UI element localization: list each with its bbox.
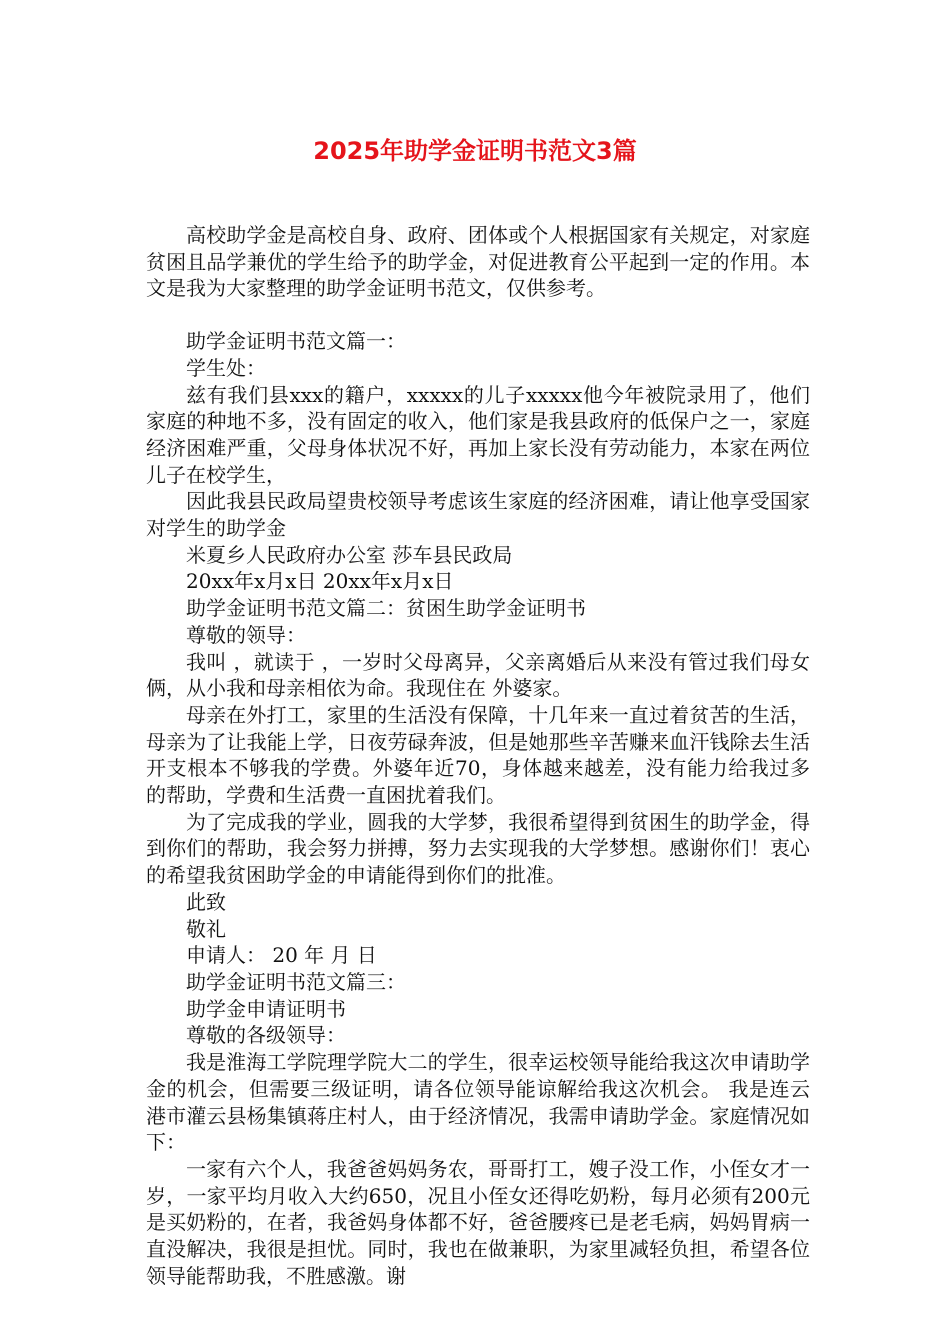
letter-subtitle: 助学金申请证明书 — [186, 996, 346, 1021]
section-heading-3: 助学金证明书范文篇三： — [186, 969, 406, 994]
intro-paragraph: 高校助学金是高校自身、政府、团体或个人根据国家有关规定，对家庭贫困且品学兼优的学生给予的助学金，对促进教育公平起到一定的作用。本文是我为大家整理的助学金证明书范文，仅供参考。 — [146, 223, 810, 301]
closing-line: 此致 — [186, 889, 226, 914]
salutation-3: 尊敬的各级领导： — [186, 1023, 346, 1048]
paragraph: 母亲在外打工，家里的生活没有保障，十几年来一直过着贫苦的生活，母亲为了让我能上学，日夜劳碌奔波，但是她那些辛苦赚来血汗钱除去生活开支根本不够我的学费。外婆年近70，身体越来越差，没有能力给我过多的帮助，学费和生活费一直困扰着我们。 — [146, 702, 810, 808]
salutation-2: 尊敬的领导： — [186, 622, 306, 647]
signature-line: 申请人： 20 年 月 日 — [186, 943, 377, 968]
issuer-line: 米夏乡人民政府办公室 莎车县民政局 — [186, 542, 513, 567]
paragraph: 我是淮海工学院理学院大二的学生，很幸运校领导能给我这次申请助学金的机会，但需要三级证明，请各位领导能谅解给我这次机会。 我是连云港市灌云县杨集镇蒋庄村人，由于经济情况，我需申请助学金。家庭情况如下： — [146, 1050, 810, 1155]
paragraph: 兹有我们县xxx的籍户，xxxxx的儿子xxxxx他今年被院录用了，他们家庭的种地不多，没有固定的收入，他们家是我县政府的低保户之一，家庭经济困难严重，父母身体状况不好，再加上家长没有劳动能力，本家在两位儿子在校学生， — [146, 382, 810, 487]
paragraph: 我叫 ，就读于 ，一岁时父母离异，父亲离婚后从来没有管过我们母女俩，从小我和母亲相依为命。我现住在 外婆家。 — [146, 649, 810, 701]
paragraph: 因此我县民政局望贵校领导考虑该生家庭的经济困难，请让他享受国家对学生的助学金 — [146, 489, 810, 541]
date-line: 20xx年x月x日 20xx年x月x日 — [186, 569, 454, 594]
salutation-1: 学生处： — [186, 355, 266, 380]
paragraph: 一家有六个人，我爸爸妈妈务农，哥哥打工，嫂子没工作，小侄女才一岁，一家平均月收入大约650，况且小侄女还得吃奶粉，每月必须有200元是买奶粉的，在者，我爸妈身体都不好，爸爸腰疼已是老毛病，妈妈胃病一直没解决，我很是担忧。同时，我也在做兼职，为家里减轻负担，希望各位领导能帮助我，不胜感激。谢 — [146, 1156, 810, 1288]
paragraph: 为了完成我的学业，圆我的大学梦，我很希望得到贫困生的助学金，得到你们的帮助，我会努力拼搏，努力去实现我的大学梦想。感谢你们！衷心的希望我贫困助学金的申请能得到你们的批准。 — [146, 809, 810, 888]
section-heading-2: 助学金证明书范文篇二：贫困生助学金证明书 — [186, 596, 586, 621]
closing-line: 敬礼 — [186, 916, 226, 941]
section-heading-1: 助学金证明书范文篇一： — [186, 329, 406, 354]
document-title: 2025年助学金证明书范文3篇 — [313, 137, 637, 165]
document-body — [146, 222, 810, 1289]
